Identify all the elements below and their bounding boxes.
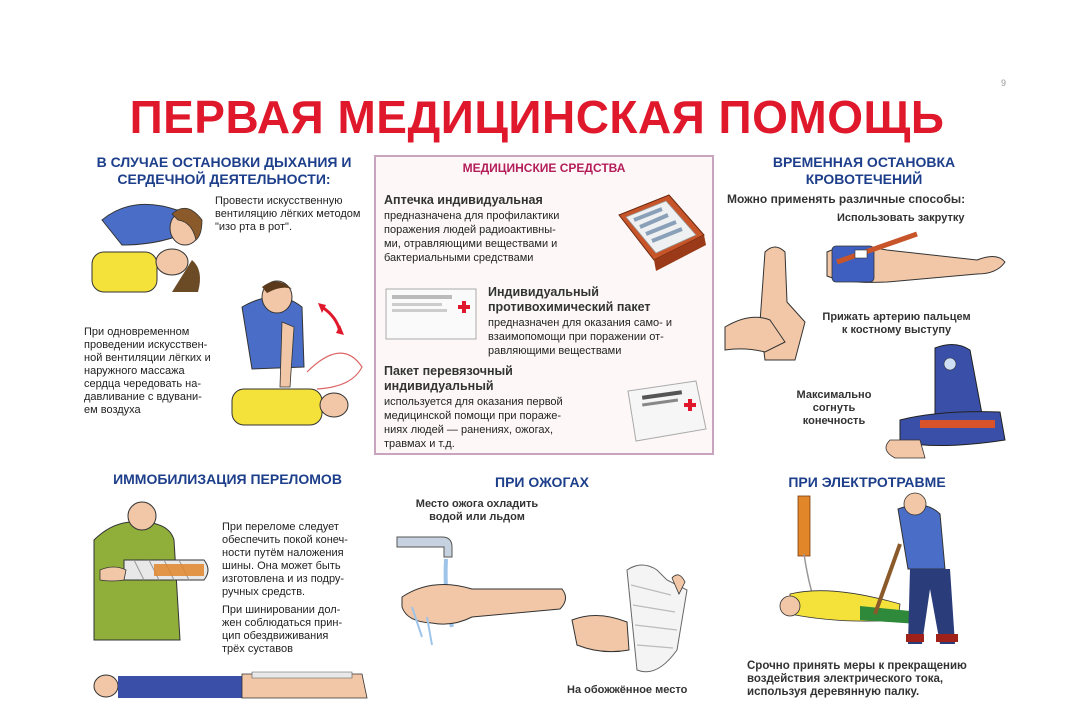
massage-text: При одновременном проведении искусствен- ной вентиляции лёгких и наружного массажа сердца чередовать на- давливание с вдувани- ем воздуха xyxy=(84,326,211,416)
arm-splint-illustration xyxy=(84,500,224,650)
fracture-text-2: При шинировании дол- жен соблюдаться прин- цип обездвиживания трёх суставов xyxy=(222,604,343,655)
dressing-heading: Пакет перевязочный индивидуальный xyxy=(384,364,513,393)
bend-caption: Максимально согнуть конечность xyxy=(796,389,872,427)
chem-heading: Индивидуальный противохимический пакет xyxy=(488,285,651,314)
burns-cool-text: Место ожога охладить водой или льдом xyxy=(415,498,539,523)
medical-supplies-box xyxy=(374,155,714,455)
dressing-text: используется для оказания первой медицинской помощи при пораже- ниях людей — ранениях, ожогах, травмах и т.д. xyxy=(384,396,563,450)
breathing-heading: В СЛУЧАЕ ОСТАНОВКИ ДЫХАНИЯ И СЕРДЕЧНОЙ ДЕЯТЕЛЬНОСТИ: xyxy=(96,154,352,187)
tourniquet-illustration xyxy=(827,222,1012,302)
first-aid-kit-illustration xyxy=(614,185,709,280)
chem-text: предназначен для оказания само- и взаимопомощи при поражении от- равляющими веществами xyxy=(488,317,672,357)
bleeding-heading: ВРЕМЕННАЯ ОСТАНОВКА КРОВОТЕЧЕНИЙ xyxy=(772,154,956,187)
electro-text: Срочно принять меры к прекращению воздействия электрического тока, используя деревянную палку. xyxy=(747,660,967,698)
burns-heading: ПРИ ОЖОГАХ xyxy=(495,474,589,490)
kit-text: предназначена для профилактики поражения людей радиоактивны- ми, отравляющими веществами и бактериальными средствами xyxy=(384,210,560,264)
mouth-to-mouth-illustration xyxy=(92,190,217,300)
leg-splint-illustration xyxy=(92,664,372,700)
chemical-packet-illustration xyxy=(384,285,479,343)
supplies-title: МЕДИЦИНСКИЕ СРЕДСТВА xyxy=(462,161,626,175)
fracture-text-1: При переломе следует обеспечить покой конеч- ности путём наложения шины. Она может быть изготовлена и из подру- ручных средств. xyxy=(222,521,348,598)
electrotrauma-illustration xyxy=(780,494,980,654)
bandage-hand-illustration xyxy=(567,560,707,685)
bleeding-intro: Можно применять различные способы: xyxy=(727,192,966,206)
ventilation-text: Провести искусственную вентиляцию лёгких методом "изо рта в рот". xyxy=(215,195,361,233)
chest-compression-illustration xyxy=(222,277,372,437)
page-number: 9 xyxy=(1000,78,1006,88)
limb-bend-illustration xyxy=(880,340,1012,465)
poster-title: ПЕРВАЯ МЕДИЦИНСКАЯ ПОМОЩЬ xyxy=(129,91,945,143)
water-cooling-illustration xyxy=(392,527,572,652)
fractures-heading: ИММОБИЛИЗАЦИЯ ПЕРЕЛОМОВ xyxy=(113,471,342,487)
tourniquet-caption: Использовать закрутку xyxy=(837,212,965,224)
electro-heading: ПРИ ЭЛЕКТРОТРАВМЕ xyxy=(788,474,946,490)
artery-press-illustration xyxy=(725,242,820,362)
dressing-packet-illustration xyxy=(626,379,708,444)
artery-caption: Прижать артерию пальцем к костному выступу xyxy=(822,311,971,336)
poster xyxy=(62,72,1012,700)
burns-bottom-text: На обожжённое место xyxy=(567,684,688,696)
kit-heading: Аптечка индивидуальная xyxy=(384,193,543,207)
